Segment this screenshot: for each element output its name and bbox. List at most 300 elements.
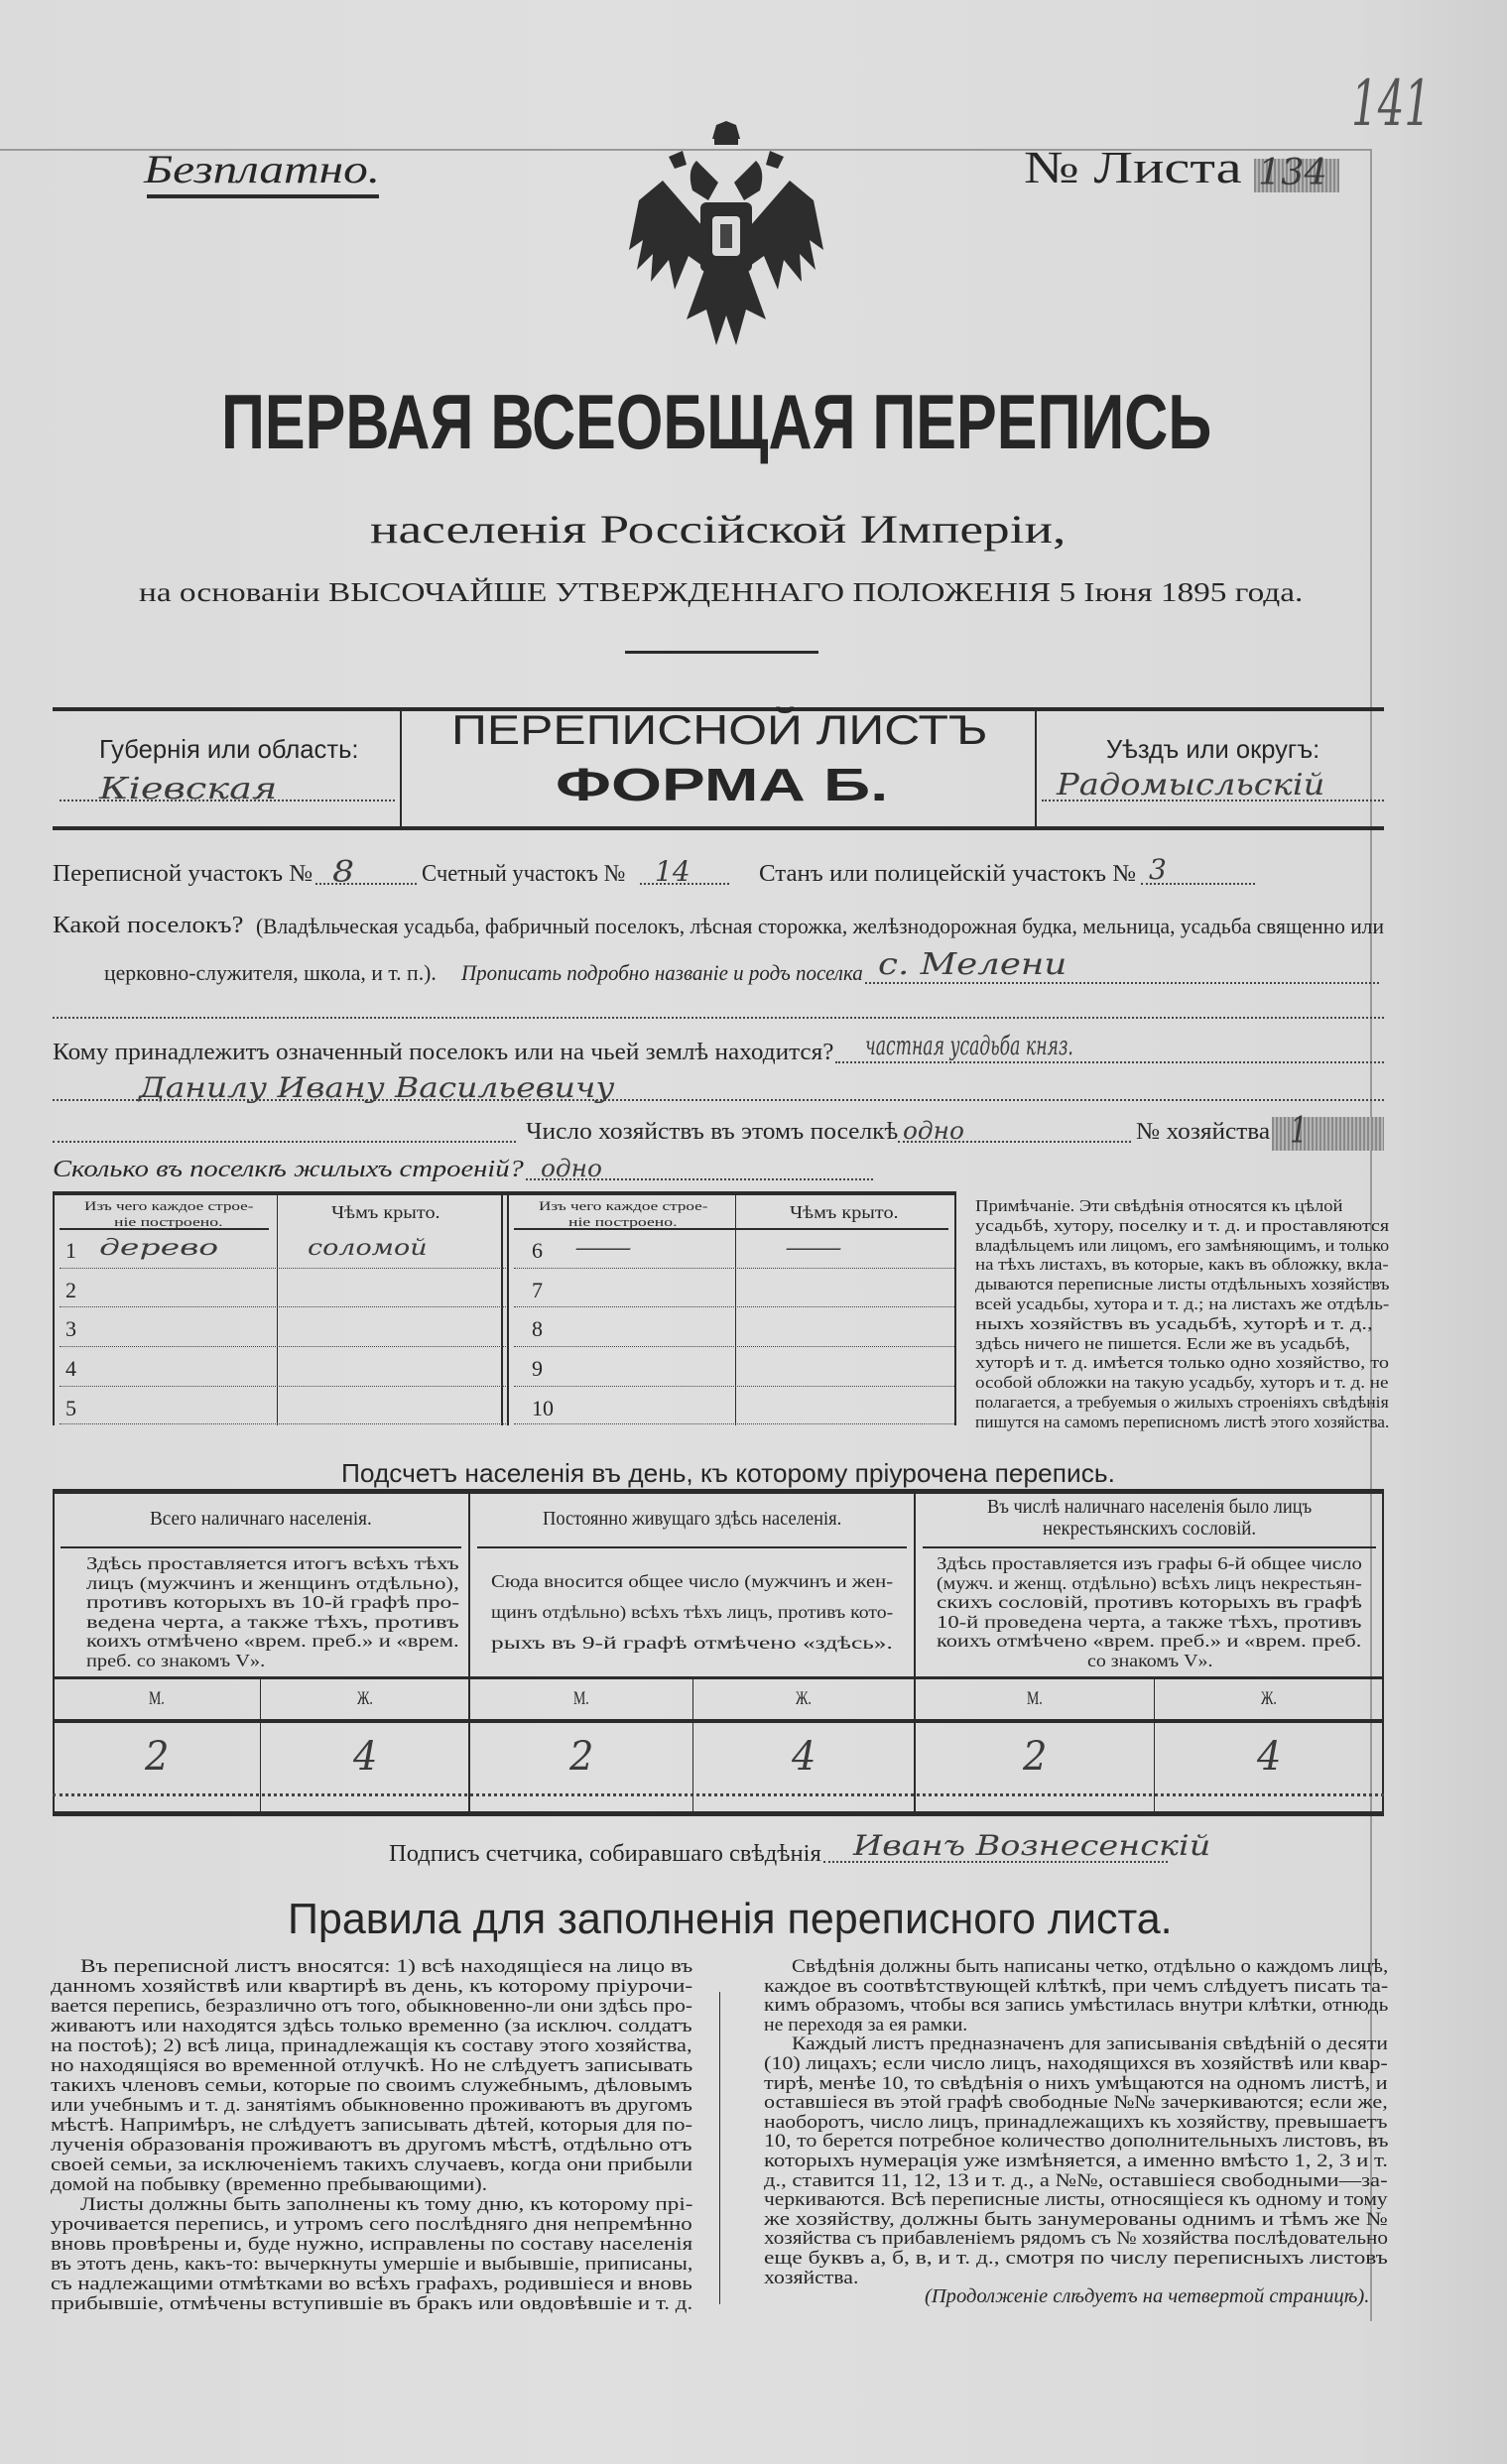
household-no-value-text: 1: [1290, 1111, 1308, 1152]
form-name-text: ФОРМА Б.: [556, 759, 889, 810]
census-area-label: [53, 861, 313, 887]
population-male-value: [569, 1734, 593, 1778]
sheet-number-value: [1258, 153, 1327, 192]
population-female-label-text: Ж.: [1261, 1688, 1277, 1709]
buildings-row-number: [532, 1396, 554, 1419]
population-col-description: [86, 1631, 459, 1650]
rules-left-line: [51, 2234, 692, 2254]
rules-right-line: [764, 2092, 1388, 2112]
owner-label: [53, 1040, 833, 1065]
settlement-value: [878, 947, 1067, 983]
title-separator: [625, 651, 818, 654]
buildings-table-left: [53, 1193, 55, 1425]
note-line-text: всей усадьбы, хутора и т. д.; на листахъ же отдѣль-: [975, 1294, 1390, 1313]
buildings-row-number-text: 5: [65, 1396, 76, 1420]
population-col-header: [150, 1508, 372, 1530]
buildings-row-number-text: 1: [65, 1238, 76, 1263]
owner-value-continued-text: Данилу Ивану Васильевичу: [139, 1071, 615, 1104]
owner-value-text: частная усадьба княз.: [865, 1032, 1073, 1061]
household-no-field: [1272, 1117, 1384, 1151]
rules-left-line-text: на постоѣ); 2) всѣ лица, принадлежащія къ составу этого хозяйства,: [51, 2035, 692, 2056]
free-label-underline: [147, 194, 379, 198]
buildings-row-number: [65, 1238, 76, 1262]
buildings-row-line: [60, 1306, 506, 1307]
population-table-mf-top: [53, 1676, 1384, 1679]
rules-right-line-text: тирѣ, менѣе 10, то свѣдѣнія о нихъ умѣщаются на одномъ листѣ, и: [764, 2072, 1388, 2094]
rules-right-line-text: хозяйства.: [764, 2267, 859, 2288]
population-table-values-line: [53, 1793, 1384, 1796]
buildings-roof-header-text: Чѣмъ крыто.: [790, 1202, 899, 1222]
rules-right-line-text: же хозяйству, должны быть занумерованы однимъ и тѣмъ же №: [764, 2208, 1388, 2230]
household-no-label-text: № хозяйства: [1136, 1119, 1271, 1145]
buildings-material-header-2: [568, 1214, 678, 1228]
rules-right-line: [792, 2033, 1388, 2053]
population-col-header: [1043, 1518, 1256, 1540]
population-count-title: [341, 1458, 1115, 1486]
rules-left-line: [51, 2035, 692, 2055]
archive-page-number: [1351, 67, 1431, 147]
buildings-material-header-2-text: ніе построено.: [568, 1214, 678, 1229]
rules-column-divider: [719, 1992, 720, 2304]
population-male-label: [149, 1688, 165, 1708]
buildings-material-header-2-text: ніе построено.: [114, 1214, 223, 1229]
page-title: [221, 377, 1212, 465]
enumerator-signature-label-text: Подписъ счетчика, собиравшаго свѣдѣнія: [389, 1841, 821, 1867]
settlement-value-text: с. Мелени: [878, 947, 1067, 982]
population-col-description: [937, 1612, 1362, 1631]
rules-right-line-text: оставшіеся въ этой графѣ свободные №№ зачеркиваются; если же,: [764, 2092, 1388, 2114]
buildings-row-roof-text: соломой: [308, 1236, 428, 1261]
legal-basis-text: на основаніи ВЫСОЧАЙШЕ УТВЕРЖДЕННАГО ПОЛОЖЕНІЯ 5 Іюня 1895 года.: [139, 577, 1304, 607]
police-area-label-text: Станъ или полицейскій участокъ №: [759, 861, 1137, 887]
rules-right-line-text: хозяйства съ прибавленіемъ рядомъ съ № хозяйства послѣдовательно: [764, 2228, 1388, 2250]
rules-right-line: [764, 2053, 1388, 2073]
count-area-label: [422, 861, 625, 887]
sheet-number-label: [1024, 141, 1242, 190]
rules-right-line: [764, 2112, 1388, 2132]
population-male-label-text: М.: [148, 1688, 165, 1709]
population-count-title-text: Подсчетъ населенія въ день, къ которому пріурочена перепись.: [341, 1458, 1115, 1488]
population-female-value: [1257, 1734, 1281, 1778]
note-line: [975, 1314, 1372, 1332]
rules-left-line-text: вается перепись, безразлично отъ того, обыкновенно-ли они здѣсь про-: [51, 1996, 692, 2017]
buildings-row-line: [60, 1346, 506, 1347]
enumerator-signature: [853, 1829, 1210, 1863]
buildings-row-number-text: 6: [532, 1238, 543, 1263]
population-col-header-rule: [61, 1546, 461, 1548]
buildings-row-line: [514, 1306, 954, 1307]
enumerator-signature-text: Иванъ Вознесенскій: [853, 1829, 1211, 1862]
buildings-row-number-text: 3: [65, 1316, 76, 1341]
census-area-value-text: 8: [332, 855, 355, 890]
buildings-row-number-text: 8: [532, 1316, 543, 1341]
buildings-material-header: [84, 1198, 253, 1212]
buildings-row-material: [99, 1236, 218, 1262]
buildings-row-number: [532, 1316, 543, 1340]
count-area-value-text: 14: [655, 855, 691, 888]
buildings-row-line: [514, 1346, 954, 1347]
settlement-instruction-text: Прописать подробно названіе и родъ поселка: [461, 960, 863, 985]
page-subtitle: [370, 506, 1067, 552]
note-line: [975, 1216, 1389, 1234]
population-female-label: [357, 1688, 373, 1708]
buildings-row-roof: [308, 1236, 427, 1262]
buildings-material-header-2: [114, 1214, 223, 1228]
population-male-label: [1027, 1688, 1043, 1708]
population-col-description-text: лицъ (мужчинъ и женщинъ отдѣльно),: [86, 1572, 459, 1593]
note-line-text: Примѣчаніе. Эти свѣдѣнія относятся къ цѣлой: [975, 1196, 1343, 1215]
population-male-label-text: М.: [1026, 1688, 1043, 1709]
buildings-row-line: [60, 1423, 506, 1424]
population-female-label-text: Ж.: [356, 1688, 373, 1709]
population-female-label-text: Ж.: [796, 1688, 812, 1709]
population-col-header: [543, 1508, 841, 1530]
population-female-label: [796, 1688, 812, 1708]
buildings-roof-header: [790, 1202, 899, 1222]
note-line: [975, 1373, 1389, 1391]
rules-right-line: [764, 2170, 1388, 2190]
rules-left-line-text: вновь провѣрены и, буде нужно, исправлены по составу населенія: [51, 2234, 693, 2255]
buildings-row-line: [60, 1268, 506, 1269]
population-col-description: [1087, 1651, 1212, 1669]
population-col-description-text: Сюда вносится общее число (мужчинъ и жен-: [491, 1571, 894, 1591]
sheet-number-value-text: 134: [1258, 153, 1327, 193]
note-line-text: пишутся на самомъ переписномъ листѣ этого хозяйства.: [975, 1412, 1390, 1431]
buildings-row-roof: [784, 1236, 843, 1262]
buildings-label: [53, 1157, 524, 1182]
population-table-mf-bottom: [53, 1719, 1384, 1723]
note-line: [975, 1294, 1389, 1312]
population-col-description: [491, 1571, 893, 1590]
rules-left-line-text: домой на побывку (временно пребывающими).: [51, 2174, 488, 2195]
rules-left-line: [51, 1976, 692, 1996]
rules-left-line-text: лученія образованія проживаютъ въ другомъ мѣстѣ, отдѣльно отъ: [51, 2135, 692, 2156]
population-col-description-text: рыхъ въ 9-й графѣ отмѣчено «здѣсь».: [491, 1633, 893, 1653]
buildings-label-text: Сколько въ поселкѣ жилыхъ строеній?: [53, 1157, 524, 1182]
population-mf-divider: [692, 1678, 693, 1813]
settlement-hint-continued-text: церковно-служителя, школа, и т. п.).: [104, 960, 437, 985]
rules-right-line: [792, 1956, 1388, 1976]
rules-continuation: [925, 2285, 1369, 2307]
rules-right-line-text: которыхъ нумерація уже измѣняется, а именно вмѣсто 1, 2, 3 и т.: [764, 2151, 1388, 2171]
province-value-text: Кіевская: [99, 772, 278, 806]
population-col-description-text: Здѣсь проставляется изъ графы 6-й общее число: [937, 1553, 1362, 1573]
household-no-label: [1136, 1119, 1270, 1145]
rules-right-line-text: наоборотъ, число лицъ, принадлежащихъ къ хозяйству, превышаетъ: [764, 2111, 1388, 2133]
buildings-row-number-text: 9: [532, 1356, 543, 1381]
district-value: [1057, 768, 1324, 801]
rules-left-line: [51, 2075, 692, 2095]
population-male-value-text: 2: [144, 1734, 169, 1780]
population-male-label: [573, 1688, 589, 1708]
census-area-label-text: Переписной участокъ №: [53, 861, 314, 887]
buildings-row-roof-text: —: [784, 1236, 843, 1261]
population-table-right: [1382, 1491, 1384, 1815]
enumerator-signature-label: [389, 1841, 821, 1867]
rules-right-line-text: Каждый листъ предназначенъ для записыванія свѣдѣній о десяти: [792, 2033, 1388, 2055]
population-col-description-text: скихъ сословій, противъ которыхъ въ графѣ: [937, 1592, 1362, 1612]
buildings-row-number: [65, 1316, 76, 1340]
note-line-text: владѣльцемъ или лицомъ, его замѣняющимъ, и только: [975, 1235, 1390, 1255]
population-col-header-text: некрестьянскихъ сословій.: [1043, 1518, 1257, 1540]
population-col-description-text: со знакомъ V».: [1086, 1650, 1212, 1670]
population-col-description-text: 10-й проведена черта, а также тѣхъ, противъ: [937, 1611, 1362, 1632]
rules-left-line-text: своей семьи, за исключеніемъ такихъ случаевъ, когда они прибыли: [51, 2155, 693, 2175]
population-table-top: [53, 1489, 1384, 1494]
rules-left-line: [51, 2174, 487, 2194]
owner-label-text: Кому принадлежитъ означенный поселокъ или на чьей землѣ находится?: [53, 1040, 834, 1065]
buildings-row-number: [532, 1238, 543, 1262]
population-male-label-text: М.: [572, 1688, 589, 1709]
police-area-label: [759, 861, 1136, 887]
page-subtitle-text: населенія Россійской Имперіи,: [370, 507, 1067, 552]
note-line: [975, 1393, 1389, 1411]
district-label: [1106, 734, 1319, 762]
rules-title: [288, 1895, 1173, 1943]
settlement-instruction: [461, 960, 863, 984]
population-col-description-text: коихъ отмѣчено «врем. преб.» и «врем. преб.: [937, 1631, 1362, 1651]
buildings-material-header-text: Изъ чего каждое строе-: [539, 1198, 708, 1213]
population-female-value-text: 4: [792, 1734, 816, 1780]
note-line-text: усадьбѣ, хутору, поселку и т. д. и проставляются: [975, 1215, 1390, 1235]
settlement-extra-line: [53, 1017, 1384, 1019]
population-col-description-text: преб. со знакомъ V».: [86, 1650, 266, 1670]
population-col-description: [937, 1631, 1362, 1650]
population-female-value-text: 4: [1257, 1734, 1282, 1780]
rules-left-line-text: съ надлежащими отмѣтками во всѣхъ графахъ, родившіеся и вновь: [51, 2274, 692, 2294]
rules-right-line: [764, 2209, 1388, 2229]
population-col-header-text: Въ числѣ наличнаго населенія было лицъ: [987, 1496, 1313, 1518]
rules-left-line-text: прибывшіе, отмѣчены вступившіе въ бракъ или овдовѣвшіе и т. д.: [51, 2293, 693, 2314]
population-female-value-text: 4: [352, 1734, 377, 1780]
population-col-description-text: противъ которыхъ въ 10-й графѣ про-: [86, 1592, 460, 1612]
imperial-eagle-emblem-icon: [623, 121, 829, 357]
buildings-table-col1: [277, 1193, 278, 1425]
sheet-number-label-text: № Листа: [1024, 142, 1242, 192]
census-area-value: [332, 855, 355, 890]
note-line: [975, 1334, 1350, 1352]
rules-left-line: [51, 2135, 692, 2155]
rules-right-line-text: черкиваются. Всѣ переписные листы, относящіеся къ одному и тому: [764, 2189, 1388, 2211]
rules-right-line: [764, 2073, 1388, 2093]
settlement-hint-text: (Владѣльческая усадьба, фабричный поселокъ, лѣсная сторожка, желѣзнодорожная будка, мельница, усадьба священно или: [256, 914, 1385, 938]
rules-continuation-text: (Продолженіе слѣдуетъ на четвертой страницѣ).: [925, 2285, 1370, 2307]
rules-right-line-text: каждое въ соотвѣтствующей клѣткѣ, при чемъ слѣдуетъ писать та-: [764, 1975, 1389, 1997]
rules-left-line-text: но находящіяся во временной отлучкѣ. Но не слѣдуетъ записывать: [51, 2055, 693, 2076]
rules-left-line-text: Въ переписной листъ вносятся: 1) всѣ находящіеся на лицо въ: [80, 1956, 693, 1977]
population-col-description: [86, 1651, 265, 1669]
rules-left-line: [51, 2214, 692, 2234]
buildings-value: [541, 1155, 602, 1182]
district-label-text: Уѣздъ или округъ:: [1106, 734, 1320, 764]
note-line-text: особой обложки на такую усадьбу, хуторъ и т. д. не: [975, 1373, 1389, 1393]
households-value-text: одно: [903, 1117, 964, 1145]
buildings-row-line: [514, 1386, 954, 1387]
population-col-description: [937, 1573, 1362, 1592]
rules-right-line-text: 10, то берется потребное количество дополнительныхъ листовъ, въ: [764, 2131, 1389, 2153]
buildings-row-material-text: —: [573, 1236, 633, 1261]
note-line-text: здѣсь ничего не пишется. Если же въ усадьбѣ,: [975, 1333, 1350, 1353]
population-male-value-text: 2: [568, 1734, 593, 1780]
population-col-header: [987, 1496, 1312, 1518]
households-lead-line: [53, 1141, 516, 1143]
population-col-description: [491, 1633, 893, 1652]
rules-left-line: [51, 2293, 692, 2313]
note-line-text: ныхъ хозяйствъ въ усадьбѣ, хуторѣ и т. д.,: [975, 1313, 1373, 1333]
rules-left-line: [80, 2194, 692, 2214]
settlement-label-text: Какой поселокъ?: [53, 913, 244, 938]
rules-left-line-text: въ этотъ день, какъ-то: вычеркнуты умершіе и выбывшіе, приписаны,: [51, 2254, 693, 2275]
population-col-description: [86, 1573, 459, 1592]
page-title-text: ПЕРВАЯ ВСЕОБЩАЯ ПЕРЕПИСЬ: [221, 378, 1212, 465]
rules-right-line-text: не переходя за ея рамки.: [764, 2014, 968, 2035]
note-line: [975, 1196, 1342, 1214]
rules-left-line-text: такихъ членовъ семьи, которые по своимъ служебнымъ, дѣловымъ: [51, 2075, 692, 2096]
rules-left-line: [51, 2055, 692, 2075]
rules-left-line: [51, 2115, 692, 2135]
buildings-row-number-text: 2: [65, 1278, 76, 1302]
population-col-header-text: Постоянно живущаго здѣсь населенія.: [543, 1508, 842, 1530]
buildings-row-line: [514, 1268, 954, 1269]
population-female-value: [353, 1734, 377, 1778]
population-table-left: [53, 1491, 55, 1815]
population-col-description: [491, 1602, 893, 1621]
rules-left-line-text: или учебнымъ и т. д. занятіямъ обыкновенно проживаютъ въ другомъ: [51, 2095, 692, 2116]
rules-left-line: [51, 2095, 692, 2115]
rules-right-line-text: (10) лицахъ; если число лицъ, находящихся въ хозяйствѣ или квар-: [764, 2053, 1388, 2074]
owner-value: [865, 1032, 1073, 1061]
population-table-bottom: [53, 1811, 1384, 1816]
buildings-material-header: [539, 1198, 707, 1212]
rules-left-line-text: данномъ хозяйствѣ или квартирѣ въ день, къ которому пріурочи-: [51, 1976, 693, 1997]
count-area-label-text: Счетный участокъ №: [422, 861, 626, 887]
buildings-value-text: одно: [541, 1155, 602, 1182]
population-col-description: [86, 1553, 459, 1572]
sheet-type-title-text: ПЕРЕПИСНОЙ ЛИСТЪ: [451, 706, 988, 753]
settlement-label: [53, 913, 243, 938]
note-line: [975, 1236, 1389, 1254]
note-line-text: хуторѣ и т. д. имѣется только одно хозяйство, то: [975, 1353, 1390, 1373]
rules-right-line: [764, 2151, 1388, 2170]
police-area-value-text: 3: [1149, 853, 1167, 886]
buildings-row-number-text: 10: [532, 1396, 554, 1420]
rules-left-line: [51, 1996, 692, 2016]
rules-left-line: [80, 1956, 692, 1976]
population-col-description-text: ведена черта, а также тѣхъ, противъ: [86, 1611, 459, 1632]
note-line: [975, 1413, 1389, 1430]
rules-right-line: [764, 2268, 858, 2287]
population-female-value: [792, 1734, 816, 1778]
rules-right-line: [764, 2189, 1388, 2209]
owner-field-line2: [53, 1099, 1384, 1101]
note-line-text: на тѣхъ листахъ, въ которые, какъ въ обложку, вкла-: [975, 1255, 1389, 1275]
population-col-description-text: коихъ отмѣчено «врем. преб.» и «врем.: [86, 1631, 459, 1651]
buildings-table-double-a: [501, 1193, 503, 1425]
rules-left-line: [51, 2274, 692, 2293]
population-col-description: [86, 1612, 459, 1631]
province-label: [99, 734, 359, 762]
population-mf-divider: [1154, 1678, 1155, 1813]
settlement-hint: [256, 914, 1384, 937]
buildings-row-line: [60, 1386, 506, 1387]
archive-page-number-text: 141: [1351, 67, 1432, 141]
rules-right-line-text: д., ставится 11, 12, 13 и т. д., а №№, оставшіеся свободными—за-: [764, 2169, 1388, 2191]
population-col-description-text: Здѣсь проставляется итогъ всѣхъ тѣхъ: [86, 1553, 459, 1573]
form-header-divider-left: [400, 709, 402, 828]
owner-field: [835, 1061, 1384, 1063]
buildings-table-right: [954, 1193, 956, 1425]
household-no-value: [1290, 1111, 1308, 1151]
buildings-row-material-text: дерево: [99, 1236, 219, 1261]
sheet-type-title: [451, 706, 988, 753]
rules-right-line-text: кимъ образомъ, чтобы вся запись умѣстилась внутри клѣтки, отнюдь: [764, 1995, 1389, 2017]
population-col-description-text: щинъ отдѣльно) всѣхъ тѣхъ лицъ, противъ кото-: [491, 1602, 894, 1622]
form-name: [556, 758, 889, 810]
note-line: [975, 1275, 1389, 1293]
buildings-roof-header: [331, 1202, 440, 1222]
buildings-row-number-text: 4: [65, 1356, 76, 1381]
rules-left-line-text: Листы должны быть заполнены къ тому дню, къ которому прі-: [80, 2194, 693, 2215]
households-label: [526, 1119, 898, 1145]
population-table-col1: [468, 1491, 470, 1815]
population-col-header-text: Всего наличнаго населенія.: [150, 1508, 372, 1530]
form-header-divider-right: [1035, 709, 1037, 828]
district-value-text: Радомысльскій: [1057, 768, 1325, 802]
note-line: [975, 1353, 1389, 1371]
population-female-label: [1261, 1688, 1277, 1708]
province-label-text: Губернія или область:: [99, 734, 359, 764]
population-col-description: [937, 1553, 1362, 1572]
rules-left-line-text: живаютъ или находятся здѣсь только временно (за исключ. солдатъ: [51, 2016, 692, 2036]
population-male-value-text: 2: [1022, 1734, 1047, 1780]
rules-right-line: [764, 2131, 1388, 2151]
households-label-text: Число хозяйствъ въ этомъ поселкѣ: [526, 1119, 899, 1145]
form-header-bottom-rule: [53, 826, 1384, 830]
police-area-value: [1149, 853, 1167, 886]
population-table-col2: [914, 1491, 916, 1815]
note-line-text: полагается, а требуемыя о жилыхъ строеніяхъ свѣдѣнія: [975, 1393, 1389, 1412]
population-mf-divider: [260, 1678, 261, 1813]
note-line-text: дываются переписные листы отдѣльныхъ хозяйствъ: [975, 1275, 1390, 1294]
buildings-row-number: [65, 1278, 76, 1301]
rules-title-text: Правила для заполненія переписного листа.: [288, 1895, 1173, 1943]
rules-right-line: [764, 1995, 1388, 2015]
legal-basis-line: [139, 577, 1303, 605]
population-col-description-text: (мужч. и женщ. отдѣльно) всѣхъ лицъ некрестьян-: [937, 1572, 1362, 1593]
buildings-row-number: [65, 1356, 76, 1380]
rules-left-line-text: мѣстѣ. Напримѣръ, не слѣдуетъ записывать дѣтей, которыя для по-: [51, 2115, 693, 2136]
rules-right-line-text: Свѣдѣнія должны быть написаны четко, отдѣльно о каждомъ лицѣ,: [792, 1956, 1389, 1977]
buildings-material-header-text: Изъ чего каждое строе-: [84, 1198, 254, 1213]
buildings-table-top: [53, 1191, 956, 1195]
count-area-value: [655, 855, 691, 888]
settlement-hint-continued: [104, 960, 437, 984]
rules-right-line-text: еще буквъ а, б, в, и т. д., смотря по числу переписныхъ листовъ: [764, 2248, 1388, 2269]
province-value: [99, 772, 278, 806]
census-area-field: [315, 883, 417, 885]
buildings-row-number: [532, 1356, 543, 1380]
population-col-header-rule: [923, 1546, 1376, 1548]
buildings-row-line: [514, 1423, 954, 1424]
free-label-text: Безплатно.: [144, 147, 381, 191]
rules-right-line: [764, 2015, 967, 2034]
rules-right-line: [764, 1976, 1388, 1996]
buildings-row-number: [532, 1278, 543, 1301]
rules-right-line: [764, 2228, 1388, 2248]
population-male-value: [145, 1734, 169, 1778]
buildings-table-double-b: [507, 1193, 509, 1425]
note-line: [975, 1255, 1389, 1273]
